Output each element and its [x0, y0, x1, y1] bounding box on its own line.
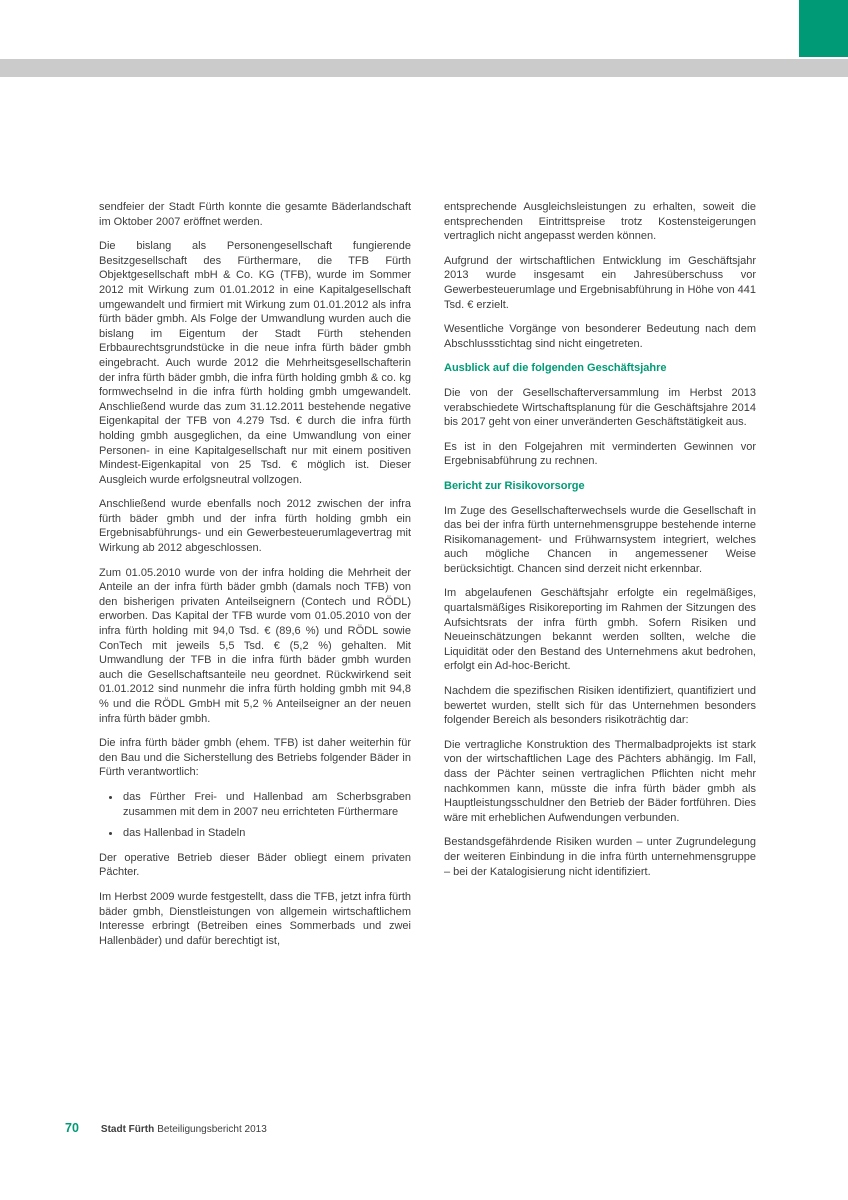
bullet-item: • das Hallenbad in Stadeln: [121, 826, 411, 841]
paragraph: Bestandsgefährdende Risiken wurden – unter Zugrundelegung der weiteren Einbindung in die infra fürth unternehmensgruppe – bei der Katalogisierung nicht identifiziert.: [444, 836, 756, 878]
footer-brand: Stadt Fürth: [100, 1124, 155, 1135]
corner-accent-block: [799, 0, 848, 57]
paragraph: Aufgrund der wirtschaftlichen Entwicklung im Geschäftsjahr 2013 wurde insgesamt ein Jahresüberschuss vor Gewerbesteuerumlage und Ergebnisabführung in Höhe von 441 Tsd. € erzielt.: [444, 254, 756, 311]
paragraph: Wesentliche Vorgänge von besonderer Bedeutung nach dem Abschlussstichtag sind nicht eingetreten.: [444, 323, 756, 350]
header-band: [0, 59, 848, 77]
page-content: [99, 200, 757, 958]
paragraph: Die infra fürth bäder gmbh (ehem. TFB) ist daher weiterhin für den Bau und die Sicherstellung des Betriebs folgender Bäder in Fürth verantwortlich:: [99, 737, 411, 779]
right-column: [444, 200, 756, 958]
page-number: 70: [65, 1121, 79, 1135]
paragraph: Der operative Betrieb dieser Bäder obliegt einem privaten Pächter.: [99, 851, 411, 879]
left-column: [99, 200, 411, 958]
paragraph: Anschließend wurde ebenfalls noch 2012 zwischen der infra fürth bäder gmbh und der infra fürth holding gmbh ein Ergebnisabführungs- und ein Gewerbesteuerumlagevertrag mit Wirkung ab 2012 abgeschlossen.: [99, 498, 411, 555]
paragraph: Es ist in den Folgejahren mit verminderten Gewinnen vor Ergebnisabführung zu rechnen.: [444, 440, 756, 468]
paragraph: Die bislang als Personengesellschaft fungierende Besitzgesellschaft des Fürthermare, die TFB Fürth Objektgesellschaft mbH & Co. KG (TFB), wurde im Sommer 2012 mit Wirkung zum 01.01.2012 in eine Kapitalgesellschaft umgewandelt und firmiert mit Wirkung zum 01.01.2012 als infra fürth bäder gmbh. Als Folge der Umwandlung wurden auch die bislang im Eigentum der Stadt Fürth stehenden Erbbaurechtsgrundstücke in die neue infra fürth bäder gmbh eingebracht. Auch wurde 2012 die Mehrheitsgesellschafterin der infra fürth bäder gmbh, die infra fürth holding gmbh & co. kg formwechselnd in die infra fürth holding gmbh umgewandelt. Anschließend wurde das zum 31.12.2011 bestehende negative Eigenkapital der TFB von 4.279 Tsd. € durch die infra fürth holding gmbh ausgeglichen, da eine Umwandlung von einer Personen- in eine Kapitalgesellschaft nur mit einem positiven Mindest-Eigenkapital von 25 Tsd. € möglich ist. Dieser Ausgleich wurde erfolgsneutral vollzogen.: [99, 240, 411, 486]
bullet-list: [99, 790, 411, 841]
footer-doc-title: Beteiligungsbericht 2013: [157, 1124, 267, 1135]
paragraph: Zum 01.05.2010 wurde von der infra holding die Mehrheit der Anteile an der infra fürth bäder gmbh (damals noch TFB) von den bisherigen privaten Anteilseignern (Contech und RÖDL) erworben. Das Kapital der TFB wurde vom 01.05.2010 von der infra fürth holding mit 94,0 Tsd. € (89,6 %) und RÖDL sowie ConTech mit jeweils 5,5 Tsd. € (5,2 %) gehalten. Mit Umwandlung der TFB in die infra fürth bäder gmbh wurden auch die Gesellschaftsanteile neu geordnet. Rückwirkend seit 01.01.2012 sind nunmehr die infra fürth holding gmbh mit 94,8 % und die RÖDL GmbH mit 5,2 % Anteilseigner an der neuen infra fürth bäder gmbh.: [99, 566, 411, 725]
footer: [65, 1121, 765, 1135]
paragraph: Im Zuge des Gesellschafterwechsels wurde die Gesellschaft in das bei der infra fürth unternehmensgruppe bestehende interne Risikomanagement- und Frühwarnsystem integriert, welches auch mögliche Chancen in angemessener Weise berücksichtigt. Chancen sind derzeit nicht erkennbar.: [444, 504, 756, 575]
paragraph: Die von der Gesellschafterversammlung im Herbst 2013 verabschiedete Wirtschaftsplanung für die Geschäftsjahre 2014 bis 2017 geht von einer unveränderten Geschäftstätigkeit aus.: [444, 386, 756, 429]
section-heading-risk: Bericht zur Risikovorsorge: [444, 479, 585, 492]
paragraph: Im Herbst 2009 wurde festgestellt, dass die TFB, jetzt infra fürth bäder gmbh, Dienstleistungen von allgemein wirtschaftlichem Interesse erbringt (Betreiben eines Sommerbads und zwei Hallenbäder) und dafür berechtigt ist,: [99, 890, 411, 947]
paragraph: Nachdem die spezifischen Risiken identifiziert, quantifiziert und bewertet wurden, stellt sich für das Unternehmen besonders folgender Bereich als besonders risikoträchtig dar:: [444, 685, 756, 727]
bullet-item: • das Fürther Frei- und Hallenbad am Scherbsgraben zusammen mit dem in 2007 neu errichteten Fürthermare: [121, 790, 411, 819]
paragraph: entsprechende Ausgleichsleistungen zu erhalten, soweit die entsprechenden Eintrittspreise trotz Kostensteigerungen vertraglich nicht angepasst werden können.: [444, 201, 756, 243]
footer-text: [101, 1124, 267, 1135]
paragraph: Im abgelaufenen Geschäftsjahr erfolgte ein regelmäßiges, quartalsmäßiges Risikoreporting im Rahmen der Sitzungen des Aufsichtsrats der infra fürth gmbh. Sofern Risiken und Neueinschätzungen bekannt werden sollten, welche die Liquidität oder den Bestand des Unternehmens akut bedrohen, erfolgt ein Ad-hoc-Bericht.: [444, 587, 756, 673]
paragraph: Die vertragliche Konstruktion des Thermalbadprojekts ist stark von der wirtschaftlichen Lage des Pächters abhängig. Im Fall, dass der Pächter seinen vertraglichen Pflichten nicht mehr nachkommen kann, müsste die infra fürth bäder gmbh als Hauptleistungsschuldner den Betrieb der Bäder fortführen. Dies wäre mit erheblichen Aufwendungen verbunden.: [444, 738, 756, 824]
section-heading-outlook: Ausblick auf die folgenden Geschäftsjahre: [444, 362, 667, 375]
paragraph: sendfeier der Stadt Fürth konnte die gesamte Bäderlandschaft im Oktober 2007 eröffnet werden.: [99, 201, 411, 228]
